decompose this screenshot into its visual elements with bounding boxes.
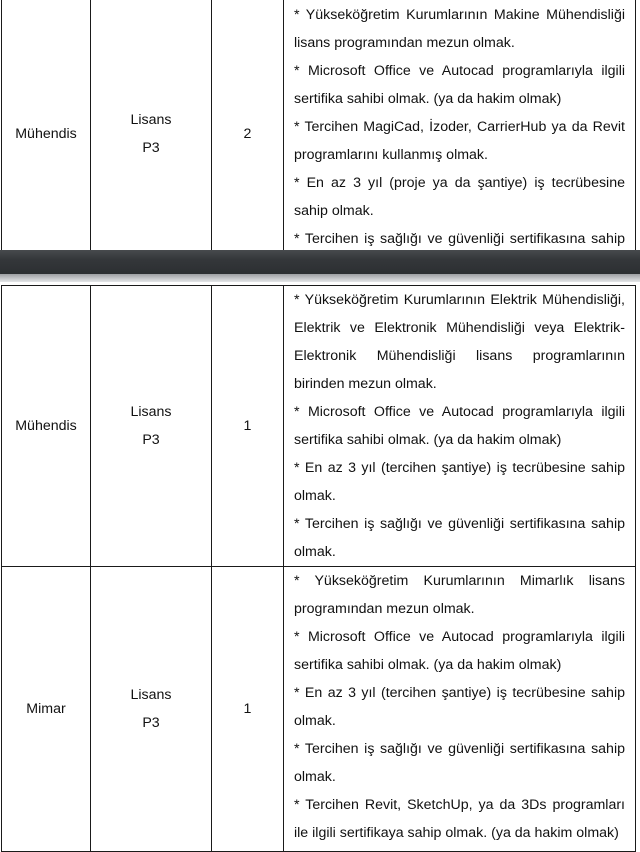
- requirement-item: * En az 3 yıl (tercihen şantiye) iş tecrübesine sahip olmak.: [294, 685, 625, 729]
- position-cell: Mühendis: [2, 0, 91, 282]
- education-level: Lisans: [130, 112, 172, 128]
- table-row: [2, 567, 636, 852]
- requirement-item: * Yükseköğretim Kurumlarının Elektrik Mühendisliği, Elektrik ve Elektronik Mühendisliği veya Elektrik-Elektronik Mühendisliği lisans programlarının birinden mezun olmak.: [294, 292, 625, 392]
- requirement-item: * Microsoft Office ve Autocad programlarıyla ilgili sertifika sahibi olmak. (ya da hakim olmak): [294, 63, 625, 107]
- requirement-item: * Tercihen Revit, SketchUp, ya da 3Ds programları ile ilgili sertifikaya sahip olmak. (ya da hakim olmak): [294, 797, 625, 841]
- table-row: [2, 0, 636, 282]
- requirement-item: * Yükseköğretim Kurumlarının Makine Mühendisliği lisans programından mezun olmak.: [294, 7, 625, 51]
- requirements-cell: [284, 286, 636, 567]
- requirement-item: * Tercihen iş sağlığı ve güvenliği sertifikasına sahip olmak.: [294, 741, 625, 785]
- requirement-item: * En az 3 yıl (tercihen şantiye) iş tecrübesine sahip olmak.: [294, 460, 625, 504]
- position-cell: Mimar: [2, 567, 91, 852]
- grade-level: P3: [142, 432, 160, 448]
- requirements-cell: [284, 0, 636, 282]
- requirements-cell: [284, 567, 636, 852]
- page-fragment-top: [0, 0, 640, 247]
- headcount-cell: 1: [212, 286, 284, 567]
- requirement-item: * Microsoft Office ve Autocad programlarıyla ilgili sertifika sahibi olmak. (ya da hakim olmak): [294, 629, 625, 673]
- grade-level: P3: [142, 715, 160, 731]
- page-break-band: [0, 250, 640, 274]
- position-cell: Mühendis: [2, 286, 91, 567]
- education-level: Lisans: [130, 687, 172, 703]
- page-fragment-bottom: [0, 286, 640, 852]
- requirement-item: * Microsoft Office ve Autocad programlarıyla ilgili sertifika sahibi olmak. (ya da hakim olmak): [294, 404, 625, 448]
- grade-level: P3: [142, 140, 160, 156]
- education-level-cell: [91, 0, 212, 282]
- requirement-item: * Yükseköğretim Kurumlarının Mimarlık lisans programından mezun olmak.: [294, 573, 625, 617]
- table-row: [2, 286, 636, 567]
- requirement-item: * Tercihen iş sağlığı ve güvenliği sertifikasına sahip: [294, 231, 625, 247]
- requirement-item: * Tercihen iş sağlığı ve güvenliği sertifikasına sahip olmak.: [294, 516, 625, 560]
- positions-table-top: [1, 0, 636, 282]
- requirement-item: * Tercihen MagiCad, İzoder, CarrierHub ya da Revit programlarını kullanmış olmak.: [294, 119, 625, 163]
- education-level-cell: [91, 567, 212, 852]
- requirement-item: * En az 3 yıl (proje ya da şantiye) iş tecrübesine sahip olmak.: [294, 175, 625, 219]
- education-level-cell: [91, 286, 212, 567]
- headcount-cell: 1: [212, 567, 284, 852]
- headcount-cell: 2: [212, 0, 284, 282]
- education-level: Lisans: [130, 404, 172, 420]
- page-break-shadow: [0, 274, 640, 282]
- positions-table-bottom: [1, 285, 636, 852]
